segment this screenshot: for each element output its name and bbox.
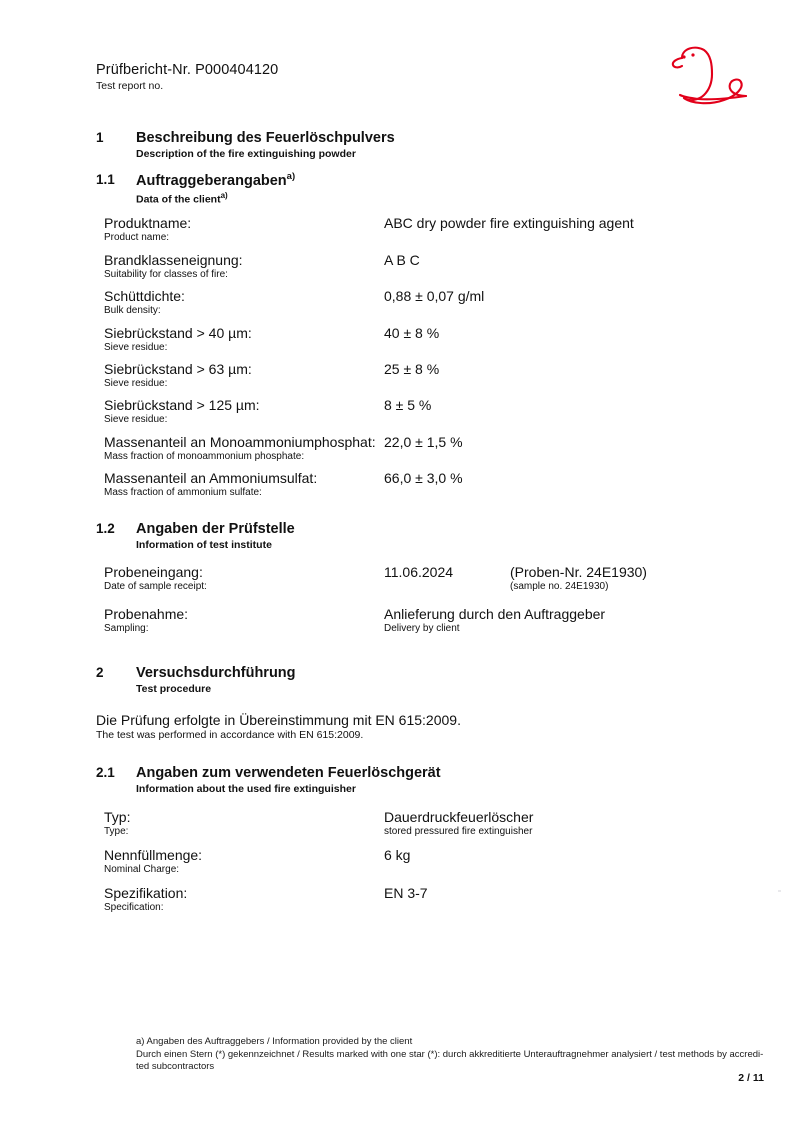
value-de: ABC dry powder fire extinguishing agent <box>384 215 634 231</box>
footnote-star-line-2: ted subcontractors <box>136 1061 215 1073</box>
value-de: 11.06.2024 <box>384 564 454 580</box>
label-de: Siebrückstand > 40 µm: <box>104 325 252 341</box>
value-cell <box>384 325 439 341</box>
section-title-de-1-1-text: Auftraggeberangaben <box>136 172 287 189</box>
value-de: 25 ± 8 % <box>384 361 440 377</box>
sample-number-en: (sample no. 24E1930) <box>510 581 609 593</box>
data-row-product-name <box>104 215 764 252</box>
section-title-de-1: Beschreibung des Feuerlöschpulvers <box>136 130 395 146</box>
label-en: Sieve residue: <box>104 414 168 426</box>
data-row-ammonium-sulfate <box>104 470 764 506</box>
section-number-1: 1 <box>96 130 104 145</box>
footnote-a: a) Angaben des Auftraggebers / Information provided by the client <box>136 1036 413 1047</box>
label-en: Sampling: <box>104 623 149 635</box>
label-en: Nominal Charge: <box>104 864 180 876</box>
section-title-en-2-1: Information about the used fire extinguisher <box>136 782 356 795</box>
sample-number-cell <box>510 564 647 593</box>
value-cell <box>384 361 439 377</box>
section-title-en-2: Test procedure <box>136 682 212 695</box>
label-de: Nennfüllmenge: <box>104 847 203 863</box>
label-de: Probenahme: <box>104 606 189 622</box>
value-de: A B C <box>384 252 420 268</box>
label-de: Siebrückstand > 125 µm: <box>104 397 260 413</box>
value-cell <box>384 606 605 635</box>
value-en: Delivery by client <box>384 623 460 635</box>
value-de: 22,0 ± 1,5 % <box>384 434 463 450</box>
value-cell <box>384 288 484 304</box>
extinguisher-data-list <box>104 809 764 923</box>
value-de: EN 3-7 <box>384 885 428 901</box>
value-de: 0,88 ± 0,07 g/ml <box>384 288 485 304</box>
footnote-star-line-1: Durch einen Stern (*) gekennzeichnet / Results marked with one star (*): durch akkreditierte Unterauftragnehmer analysiert / test methods by accredi- <box>136 1048 764 1060</box>
label-de: Brandklasseneignung: <box>104 252 243 268</box>
label-en: Mass fraction of monoammonium phosphate: <box>104 451 305 463</box>
value-cell <box>384 564 453 580</box>
value-de: Anlieferung durch den Auftraggeber <box>384 606 606 622</box>
label-en: Product name: <box>104 232 170 244</box>
label-en: Sieve residue: <box>104 378 168 390</box>
section-heading-1 <box>96 130 756 160</box>
label-de: Spezifikation: <box>104 885 188 901</box>
label-de: Siebrückstand > 63 µm: <box>104 361 252 377</box>
section-number-1-2: 1.2 <box>96 521 115 536</box>
value-cell <box>384 885 428 901</box>
data-row-fire-classes <box>104 252 764 288</box>
label-en: Bulk density: <box>104 305 161 317</box>
footnote-marker-a-en: a) <box>220 190 228 200</box>
section-heading-1-2 <box>96 521 756 551</box>
label-en: Mass fraction of ammonium sulfate: <box>104 487 262 499</box>
section-number-2: 2 <box>96 665 104 680</box>
label-de: Schüttdichte: <box>104 288 185 304</box>
report-number-de: Prüfbericht-Nr. P000404120 <box>96 62 279 78</box>
report-header <box>96 62 278 92</box>
value-cell <box>384 847 410 863</box>
section-title-en-1-1 <box>136 191 756 206</box>
value-de: 66,0 ± 3,0 % <box>384 470 463 486</box>
data-row-sampling <box>104 606 764 646</box>
value-de: 6 kg <box>384 847 411 863</box>
value-de: 8 ± 5 % <box>384 397 432 413</box>
client-data-list <box>104 215 764 506</box>
value-cell <box>384 397 431 413</box>
report-number-en: Test report no. <box>96 80 164 92</box>
procedure-paragraph <box>96 712 756 742</box>
section-title-en-1: Description of the fire extinguishing powder <box>136 147 356 160</box>
value-de: 40 ± 8 % <box>384 325 440 341</box>
institute-data-list <box>104 564 764 646</box>
data-row-nominal-charge <box>104 847 764 885</box>
label-de: Massenanteil an Monoammoniumphosphat: <box>104 434 376 450</box>
section-title-de-2-1: Angaben zum verwendeten Feuerlöschgerät <box>136 765 441 781</box>
footnote-marker-a: a) <box>286 171 296 182</box>
label-de: Massenanteil an Ammoniumsulfat: <box>104 470 318 486</box>
data-row-bulk-density <box>104 288 764 325</box>
section-number-1-1: 1.1 <box>96 172 115 187</box>
data-row-sieve-residue-63 <box>104 361 764 397</box>
label-en: Date of sample receipt: <box>104 581 207 593</box>
section-heading-1-1 <box>96 172 756 206</box>
data-row-sieve-residue-125 <box>104 397 764 434</box>
label-en: Sieve residue: <box>104 342 168 354</box>
data-row-type <box>104 809 764 847</box>
label-de: Probeneingang: <box>104 564 203 580</box>
label-en: Type: <box>104 826 129 838</box>
section-heading-2 <box>96 665 756 695</box>
section-title-de-1-1 <box>136 172 756 190</box>
page-number: 2 / 11 <box>738 1072 764 1084</box>
value-de: Dauerdruckfeuerlöscher <box>384 809 534 825</box>
sample-number-de: (Proben-Nr. 24E1930) <box>510 564 647 580</box>
procedure-text-de: Die Prüfung erfolgte in Übereinstimmung mit EN 615:2009. <box>96 712 461 728</box>
value-cell <box>384 809 533 838</box>
label-en: Specification: <box>104 902 164 914</box>
label-en: Suitability for classes of fire: <box>104 269 228 281</box>
value-cell <box>384 215 634 231</box>
animal-outline-logo <box>662 38 772 110</box>
label-de: Typ: <box>104 809 131 825</box>
data-row-monoammonium-phosphate <box>104 434 764 470</box>
section-title-de-1-2: Angaben der Prüfstelle <box>136 521 295 537</box>
data-row-sample-receipt <box>104 564 764 606</box>
scan-artifact <box>778 890 781 892</box>
label-de: Produktname: <box>104 215 192 231</box>
data-row-specification <box>104 885 764 923</box>
value-cell <box>384 470 463 486</box>
section-title-en-1-2: Information of test institute <box>136 538 272 551</box>
section-title-en-1-1-text: Data of the client <box>136 193 221 205</box>
procedure-text-en: The test was performed in accordance with EN 615:2009. <box>96 729 364 742</box>
section-number-2-1: 2.1 <box>96 765 115 780</box>
value-en: stored pressured fire extinguisher <box>384 826 533 838</box>
value-cell <box>384 252 420 268</box>
section-heading-2-1 <box>96 765 756 795</box>
value-cell <box>384 434 463 450</box>
footnotes <box>136 1036 766 1074</box>
section-title-de-2: Versuchsdurchführung <box>136 665 296 681</box>
data-row-sieve-residue-40 <box>104 325 764 361</box>
